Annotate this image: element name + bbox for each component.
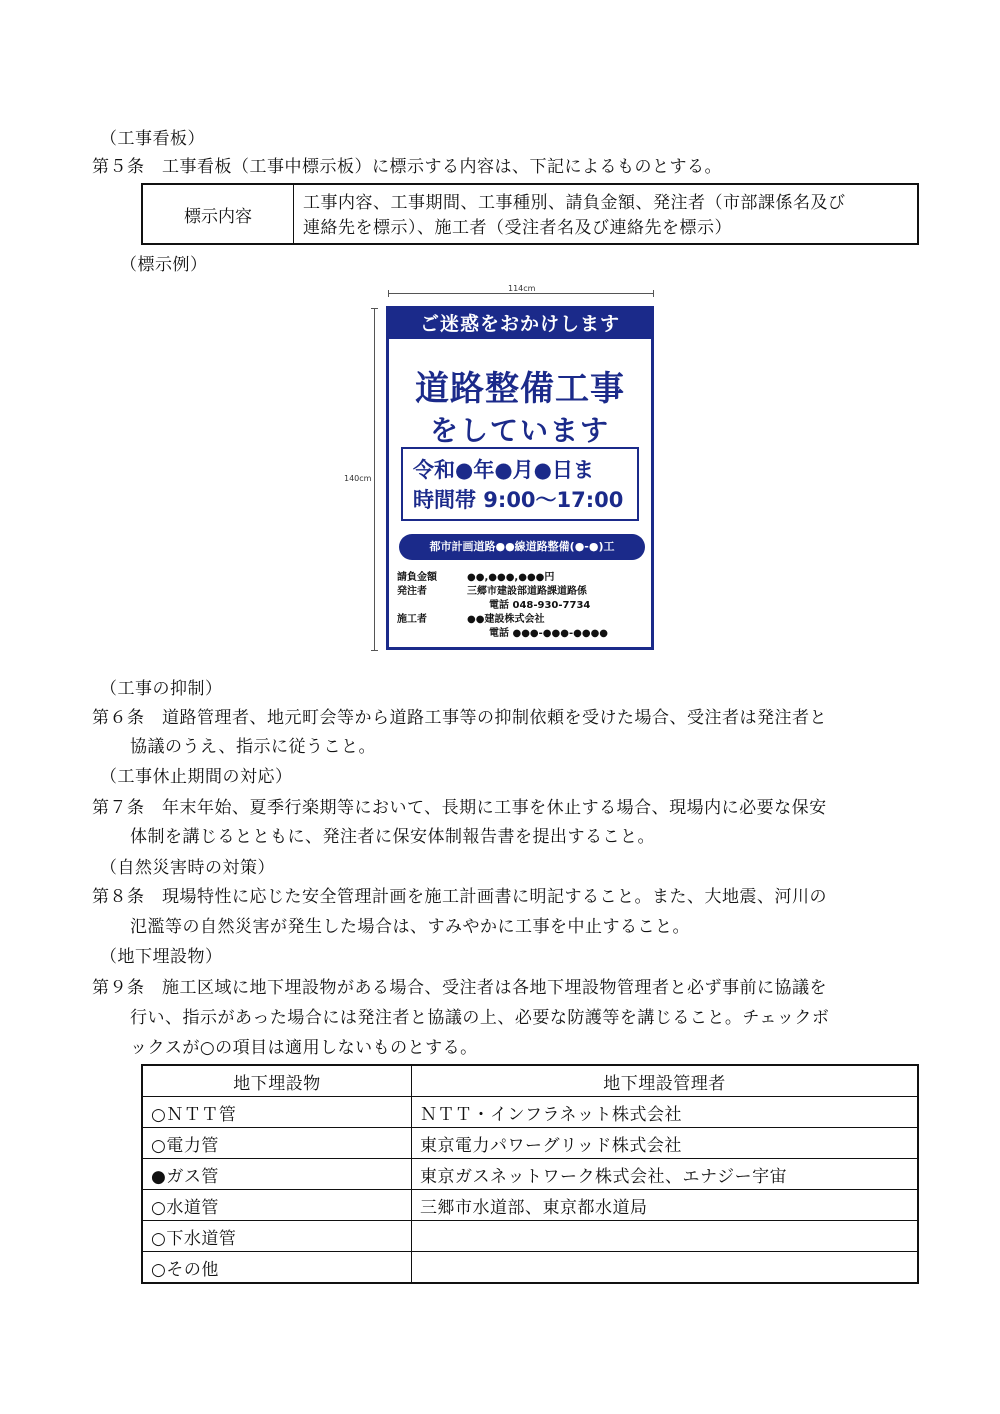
section-heading-signboard: （工事看板） <box>100 129 205 149</box>
article-8-line: 第８条 現場特性に応じた安全管理計画を施工計画書に明記すること。また、大地震、河川の <box>92 887 827 907</box>
contract-value: ●●,●●●,●●●円 <box>467 572 555 583</box>
sign-title: 道路整備工事 <box>415 369 625 409</box>
sign-project-name: 都市計画道路●●線道路整備(●-●)工 <box>399 534 645 560</box>
section-heading-underground: （地下埋設物） <box>100 947 223 967</box>
article-7-line: 第７条 年末年始、夏季行楽期等において、長期に工事を休止する場合、現場内に必要な保安 <box>92 798 827 818</box>
facility-cell: ○ＮＴＴ管 <box>142 1097 412 1128</box>
builder-value: ●●建設株式会社 <box>467 614 545 625</box>
article-7-line: 体制を講じるとともに、発注者に保安体制報告書を提出すること。 <box>130 827 655 847</box>
table-row <box>142 1190 918 1221</box>
sign-info-block <box>397 571 651 641</box>
client-phone: 電話 048-930-7734 <box>489 600 591 611</box>
client-value: 三郷市建設部道路課道路係 <box>467 586 587 597</box>
height-dimension-label: 140cm <box>344 474 372 483</box>
width-dimension-label: 114cm <box>508 284 536 293</box>
table-row <box>142 1221 918 1252</box>
display-content-table <box>141 183 919 245</box>
manager-cell <box>412 1221 919 1252</box>
section-heading-restraint: （工事の抑制） <box>100 679 223 699</box>
article-6-line: 第６条 道路管理者、地元町会等から道路工事等の抑制依頼を受けた場合、受注者は発注者と <box>92 708 827 728</box>
display-content-line: 工事内容、工事期間、工事種別、請負金額、発注者（市部課係名及び <box>303 193 846 213</box>
facility-cell: ○電力管 <box>142 1128 412 1159</box>
manager-cell: 東京電力パワーグリッド株式会社 <box>412 1128 919 1159</box>
client-label: 発注者 <box>397 586 427 597</box>
signboard-example <box>386 306 654 650</box>
table-row <box>142 1252 918 1284</box>
section-heading-disaster: （自然災害時の対策） <box>100 858 275 878</box>
table-header-row <box>142 1065 918 1097</box>
display-content-label: 標示内容 <box>143 185 294 243</box>
article-9-line: 行い、指示があった場合には発注者と協議の上、必要な防護等を講じること。チェックボ <box>130 1008 830 1028</box>
column-header: 地下埋設物 <box>142 1065 412 1097</box>
sign-period-box <box>401 447 639 521</box>
manager-cell: ＮＴＴ・インフラネット株式会社 <box>412 1097 919 1128</box>
underground-table <box>141 1064 919 1284</box>
manager-cell <box>412 1252 919 1284</box>
facility-cell: ○下水道管 <box>142 1221 412 1252</box>
sign-header: ご迷惑をおかけします <box>389 309 651 339</box>
builder-phone: 電話 ●●●-●●●-●●●● <box>489 628 609 639</box>
height-dimension-line <box>374 308 375 651</box>
table-row <box>142 1159 918 1190</box>
table-row <box>142 1097 918 1128</box>
section-heading-suspension: （工事休止期間の対応） <box>100 767 293 787</box>
facility-cell: ●ガス管 <box>142 1159 412 1190</box>
article-8-line: 氾濫等の自然災害が発生した場合は、すみやかに工事を中止すること。 <box>130 917 690 937</box>
contract-label: 請負金額 <box>397 572 437 583</box>
width-dimension-line <box>388 293 654 294</box>
sign-subtitle: をしています <box>429 414 610 447</box>
manager-cell: 三郷市水道部、東京都水道局 <box>412 1190 919 1221</box>
facility-cell: ○その他 <box>142 1252 412 1284</box>
table-row <box>142 1128 918 1159</box>
article-9-line: 第９条 施工区域に地下埋設物がある場合、受注者は各地下埋設物管理者と必ず事前に協議を <box>92 978 827 998</box>
display-content-value <box>303 191 913 241</box>
manager-cell: 東京ガスネットワーク株式会社、エナジー宇宙 <box>412 1159 919 1190</box>
column-header: 地下埋設管理者 <box>412 1065 919 1097</box>
article-5: 第５条 工事看板（工事中標示板）に標示する内容は、下記によるものとする。 <box>92 157 722 177</box>
builder-label: 施工者 <box>397 614 427 625</box>
sign-date-line: 令和●年●月●日ま <box>413 458 594 482</box>
article-6-line: 協議のうえ、指示に従うこと。 <box>130 737 377 757</box>
sign-time-line: 時間帯 9:00～17:00 <box>413 488 624 512</box>
example-label: （標示例） <box>120 255 208 275</box>
facility-cell: ○水道管 <box>142 1190 412 1221</box>
display-content-line: 連絡先を標示）、施工者（受注者名及び連絡先を標示） <box>303 218 732 238</box>
article-9-line: ックスが○の項目は適用しないものとする。 <box>130 1038 478 1058</box>
